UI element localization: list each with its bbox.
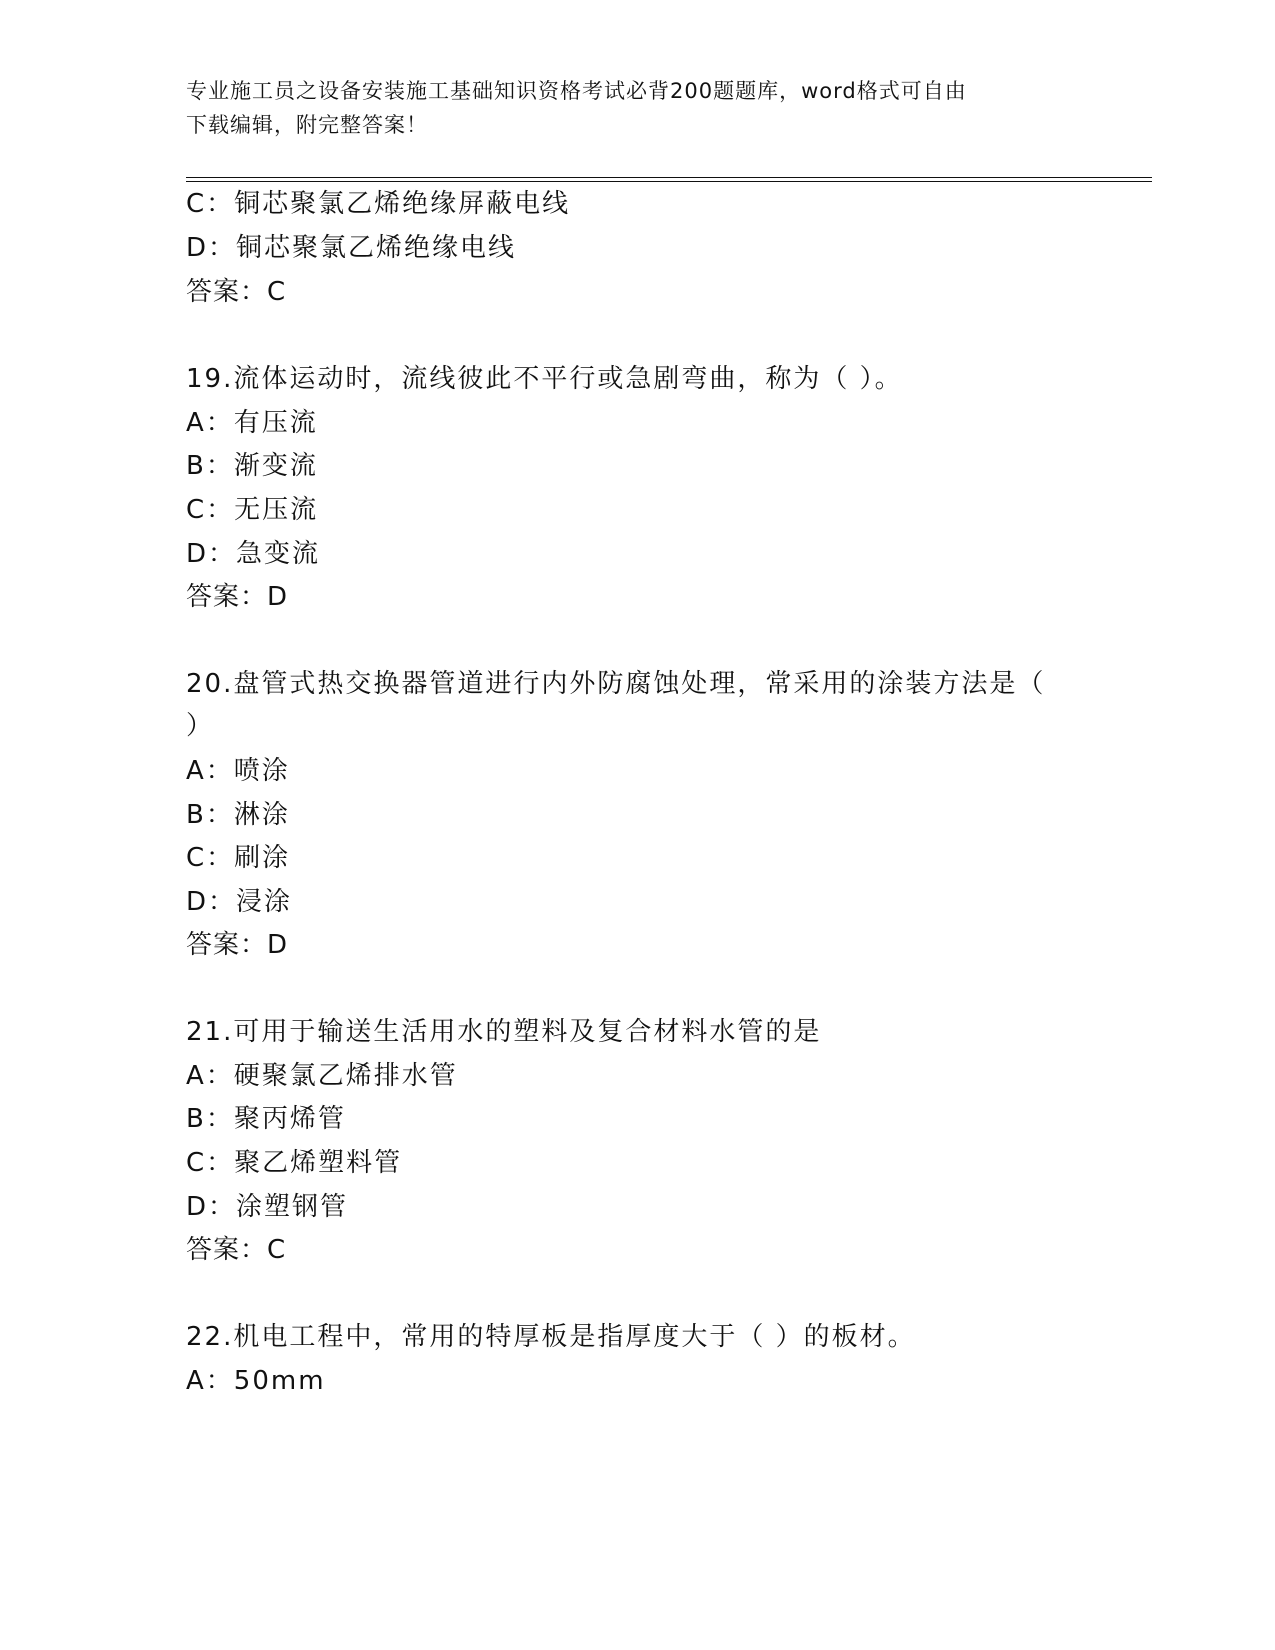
q21-option-b: B：聚丙烯管 — [186, 1104, 346, 1134]
q21-option-a: A：硬聚氯乙烯排水管 — [186, 1061, 458, 1091]
q21-option-d: D：涂塑钢管 — [186, 1192, 349, 1222]
q19-option-c: C：无压流 — [186, 495, 319, 525]
header-title-line1: 专业施工员之设备安装施工基础知识资格考试必背200题题库，word格式可自由 — [186, 79, 967, 103]
header-divider-bottom — [186, 181, 1152, 182]
header-divider-top — [186, 177, 1152, 178]
q20-option-c: C：刷涂 — [186, 843, 291, 873]
document-header — [186, 74, 1086, 142]
header-title-line2: 下载编辑，附完整答案！ — [186, 113, 428, 137]
q21-answer: 答案：C — [186, 1235, 287, 1265]
q22-question: 22.机电工程中，常用的特厚板是指厚度大于（ ）的板材。 — [186, 1322, 916, 1352]
q20-question-line2: ） — [186, 711, 215, 741]
q21-option-c: C：聚乙烯塑料管 — [186, 1148, 403, 1178]
q22-option-a: A：50mm — [186, 1366, 326, 1396]
q18-answer: 答案：C — [186, 277, 287, 307]
q21-question: 21.可用于输送生活用水的塑料及复合材料水管的是 — [186, 1017, 822, 1047]
q18-option-c: C：铜芯聚氯乙烯绝缘屏蔽电线 — [186, 189, 571, 219]
q20-question-line1: 20.盘管式热交换器管道进行内外防腐蚀处理，常采用的涂装方法是（ — [186, 669, 1046, 699]
q19-answer: 答案：D — [186, 582, 289, 612]
q19-option-b: B：渐变流 — [186, 451, 318, 481]
q18-option-d: D：铜芯聚氯乙烯绝缘电线 — [186, 233, 517, 263]
q20-answer: 答案：D — [186, 930, 289, 960]
q20-option-a: A：喷涂 — [186, 756, 290, 786]
q20-option-d: D：浸涂 — [186, 887, 293, 917]
q19-option-a: A：有压流 — [186, 408, 318, 438]
q19-question: 19.流体运动时，流线彼此不平行或急剧弯曲，称为（ ）。 — [186, 364, 903, 394]
q19-option-d: D：急变流 — [186, 539, 321, 569]
q20-option-b: B：淋涂 — [186, 800, 290, 830]
